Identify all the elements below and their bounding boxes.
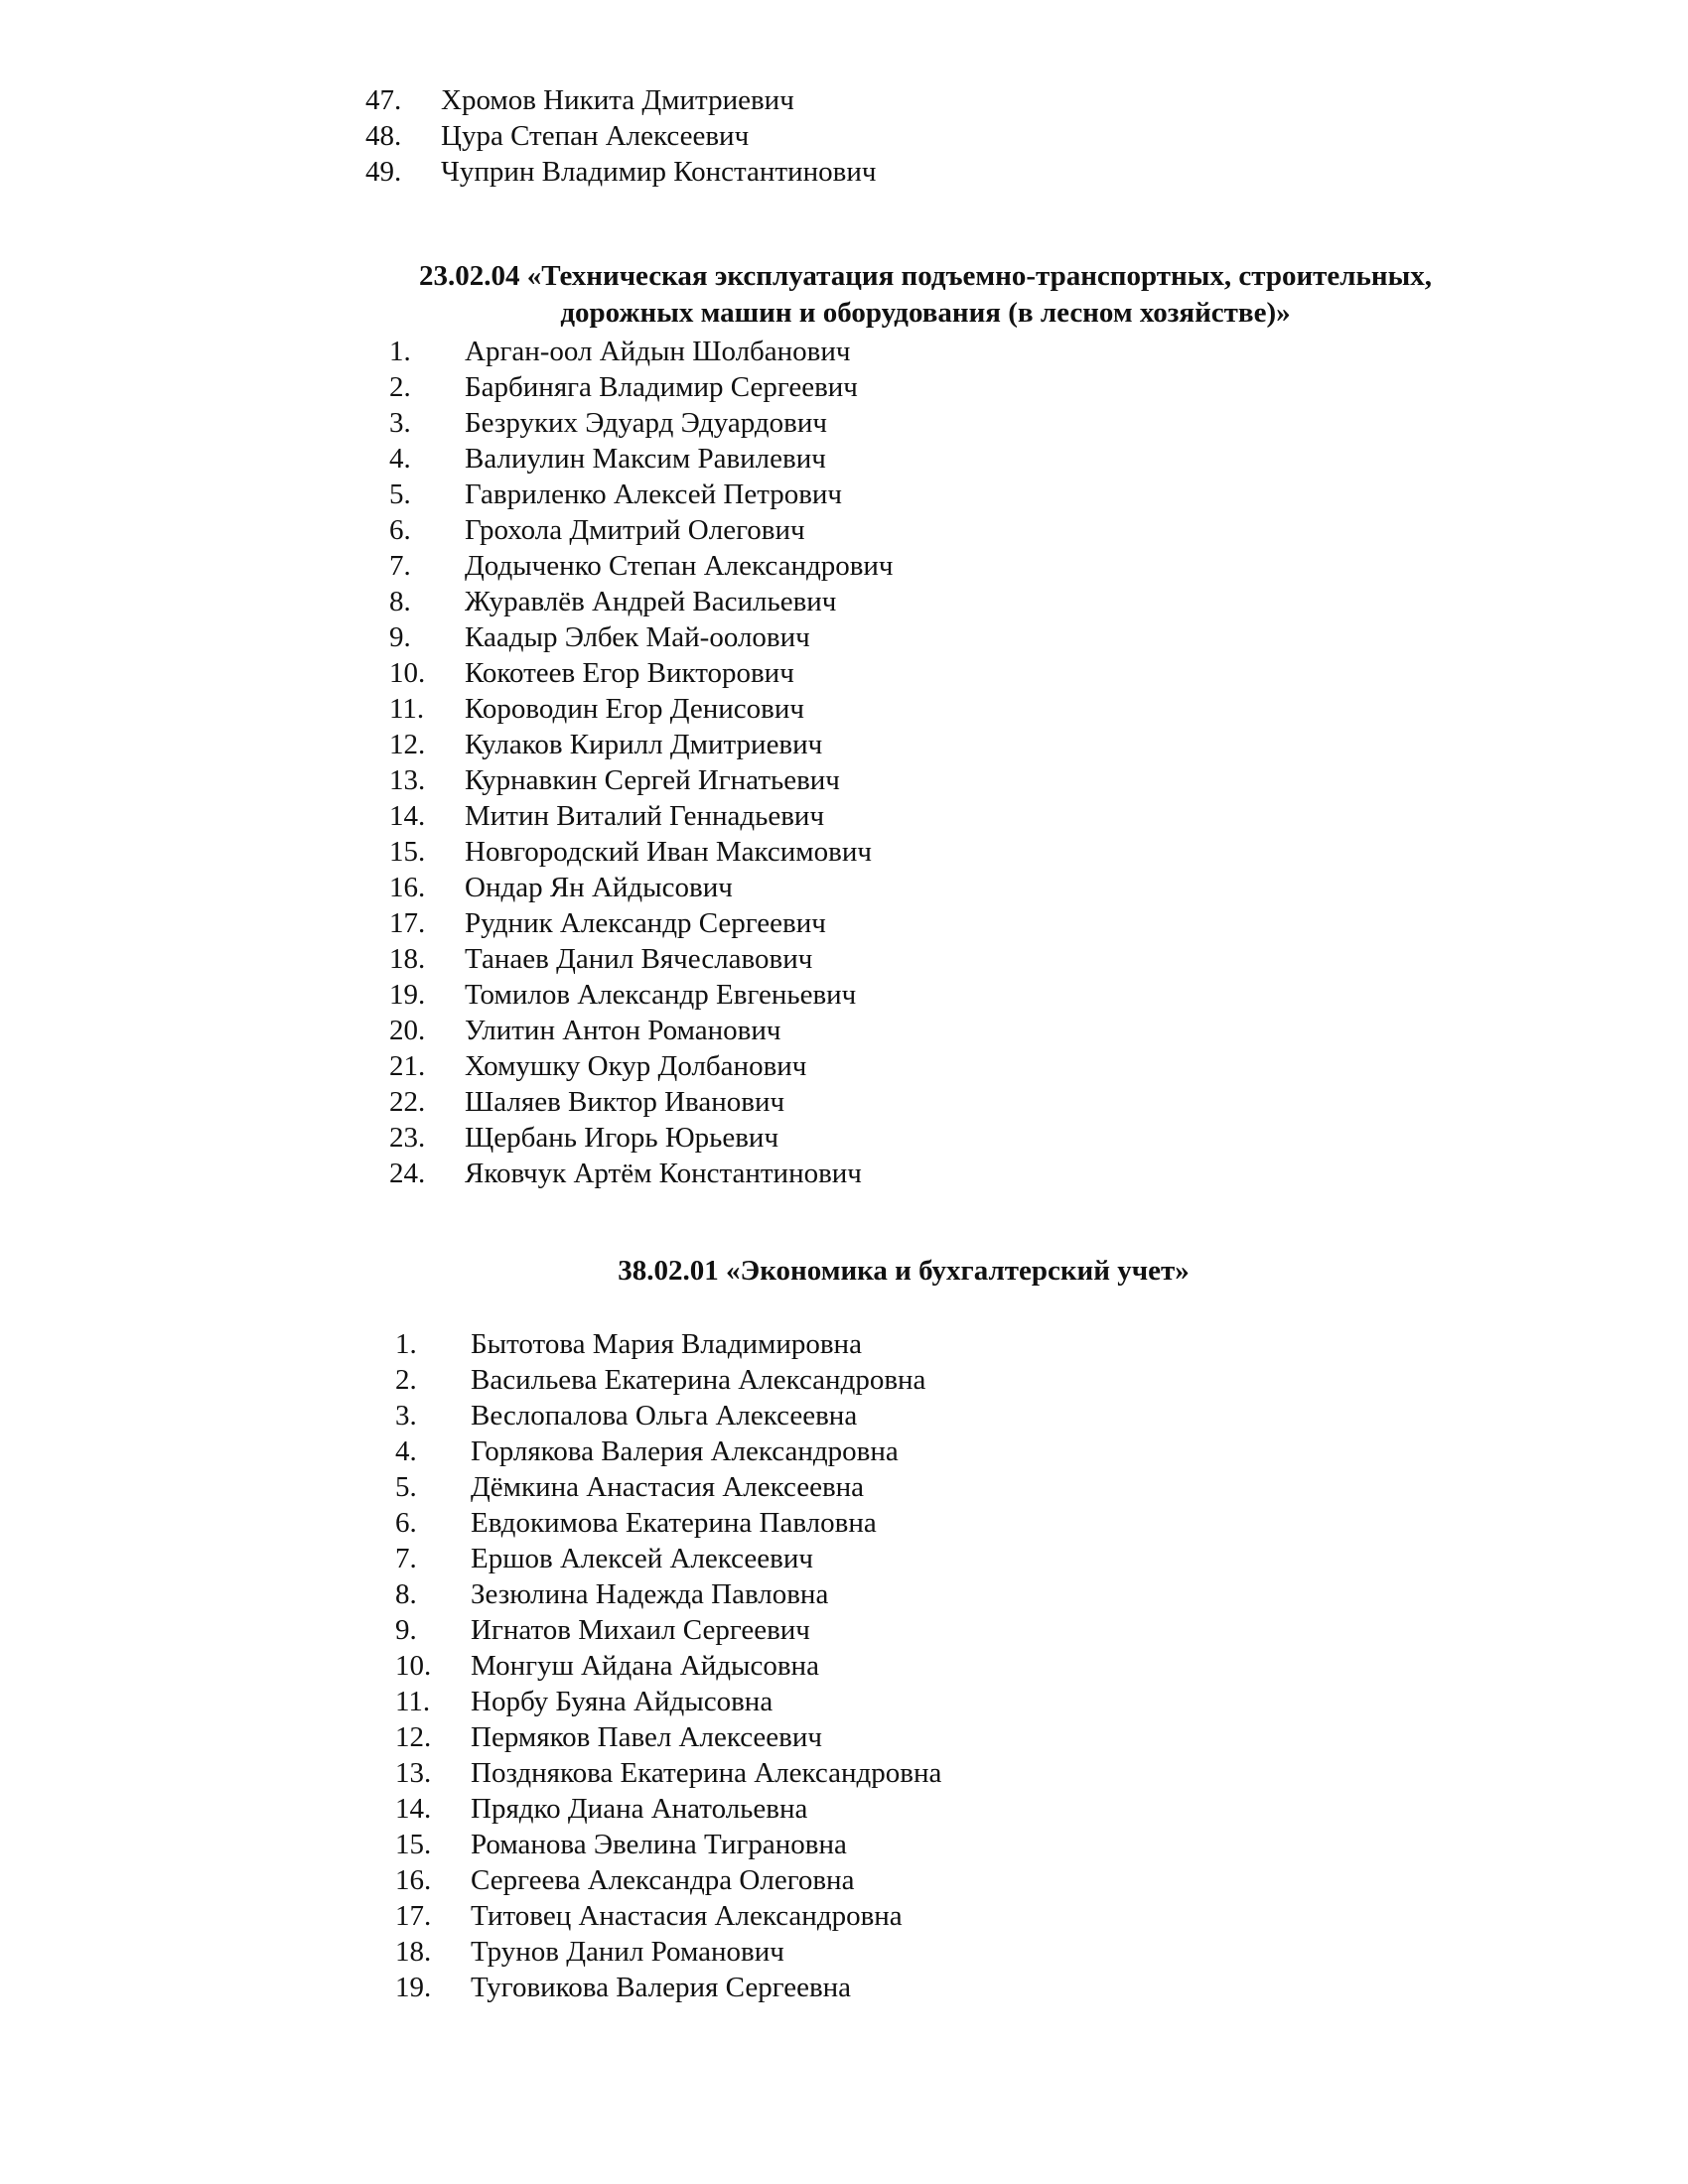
list-item-name: Трунов Данил Романович	[471, 1936, 784, 1968]
list-item-number: 24.	[389, 1158, 426, 1189]
list-item-name: Горлякова Валерия Александровна	[471, 1435, 899, 1467]
list-item-number: 7.	[389, 550, 411, 582]
list-item-name: Валиулин Максим Равилевич	[465, 443, 826, 475]
list-item-name: Рудник Александр Сергеевич	[465, 907, 826, 939]
list-item-number: 19.	[395, 1972, 432, 2003]
list-item-number: 9.	[395, 1614, 417, 1646]
list-item-name: Митин Виталий Геннадьевич	[465, 800, 825, 832]
list-item-number: 10.	[395, 1650, 432, 1682]
list-item-name: Бытотова Мария Владимировна	[471, 1328, 862, 1360]
list-item-number: 15.	[389, 836, 426, 868]
list-item-number: 19.	[389, 979, 426, 1011]
list-item-number: 9.	[389, 621, 411, 653]
list-item-name: Пермяков Павел Алексеевич	[471, 1721, 822, 1753]
list-item-number: 18.	[395, 1936, 432, 1968]
list-item-number: 8.	[395, 1578, 417, 1610]
list-item-name: Хромов Никита Дмитриевич	[441, 84, 794, 116]
list-item-name: Монгуш Айдана Айдысовна	[471, 1650, 819, 1682]
list-item-number: 5.	[395, 1471, 417, 1503]
list-item-number: 2.	[395, 1364, 417, 1396]
list-item-number: 12.	[389, 729, 426, 760]
list-item-name: Васильева Екатерина Александровна	[471, 1364, 926, 1396]
list-item-number: 4.	[395, 1435, 417, 1467]
list-item-name: Цура Степан Алексеевич	[441, 120, 750, 152]
list-item-number: 6.	[389, 514, 411, 546]
list-item-number: 2.	[389, 371, 411, 403]
list-item-number: 5.	[389, 478, 411, 510]
list-item-name: Веслопалова Ольга Алексеевна	[471, 1400, 858, 1432]
list-item-name: Гавриленко Алексей Петрович	[465, 478, 843, 510]
list-item-name: Ершов Алексей Алексеевич	[471, 1543, 813, 1574]
list-item-name: Норбу Буяна Айдысовна	[471, 1686, 774, 1717]
list-item-name: Сергеева Александра Олеговна	[471, 1864, 855, 1896]
list-item-number: 23.	[389, 1122, 426, 1154]
list-item-name: Прядко Диана Анатольевна	[471, 1793, 808, 1825]
list-item-number: 1.	[389, 336, 411, 367]
list-item-name: Барбиняга Владимир Сергеевич	[465, 371, 858, 403]
list-item-name: Каадыр Элбек Май-оолович	[465, 621, 810, 653]
list-item-name: Улитин Антон Романович	[465, 1015, 781, 1046]
list-item-number: 8.	[389, 586, 411, 617]
section-heading-line: 23.02.04 «Техническая эксплуатация подъемно-транспортных, строительных,	[419, 260, 1432, 292]
list-item-name: Чуприн Владимир Константинович	[441, 156, 877, 188]
list-item-name: Ондар Ян Айдысович	[465, 872, 733, 903]
list-item-name: Журавлёв Андрей Васильевич	[465, 586, 837, 617]
list-item-name: Безруких Эдуард Эдуардович	[465, 407, 827, 439]
list-item-number: 13.	[389, 764, 426, 796]
list-item-name: Томилов Александр Евгеньевич	[465, 979, 857, 1011]
list-item-number: 47.	[365, 84, 402, 116]
list-item-number: 17.	[395, 1900, 432, 1932]
list-item-name: Туговикова Валерия Сергеевна	[471, 1972, 852, 2003]
list-item-name: Кокотеев Егор Викторович	[465, 657, 794, 689]
list-item-number: 7.	[395, 1543, 417, 1574]
list-item-number: 22.	[389, 1086, 426, 1118]
list-item-number: 16.	[389, 872, 426, 903]
list-item-name: Курнавкин Сергей Игнатьевич	[465, 764, 840, 796]
list-item-name: Щербань Игорь Юрьевич	[465, 1122, 779, 1154]
list-item-number: 10.	[389, 657, 426, 689]
list-item-number: 11.	[395, 1686, 431, 1717]
list-item-number: 18.	[389, 943, 426, 975]
section-heading-38-02-01	[556, 1253, 1251, 1290]
list-item-name: Титовец Анастасия Александровна	[471, 1900, 903, 1932]
list-item-number: 17.	[389, 907, 426, 939]
list-item-name: Танаев Данил Вячеславович	[465, 943, 813, 975]
list-item-number: 20.	[389, 1015, 426, 1046]
list-item-number: 1.	[395, 1328, 417, 1360]
list-item-name: Хомушку Окур Долбанович	[465, 1050, 807, 1082]
list-item-name: Романова Эвелина Тиграновна	[471, 1829, 847, 1860]
list-item-number: 49.	[365, 156, 402, 188]
list-item-number: 13.	[395, 1757, 432, 1789]
list-item-number: 48.	[365, 120, 402, 152]
list-item-number: 6.	[395, 1507, 417, 1539]
list-item-name: Шаляев Виктор Иванович	[465, 1086, 785, 1118]
section-heading-line: дорожных машин и оборудования (в лесном хозяйстве)»	[560, 297, 1291, 329]
list-item-name: Арган-оол Айдын Шолбанович	[465, 336, 851, 367]
list-item-name: Додыченко Степан Александрович	[465, 550, 894, 582]
list-item-number: 4.	[389, 443, 411, 475]
list-item-number: 3.	[389, 407, 411, 439]
list-item-number: 3.	[395, 1400, 417, 1432]
list-item-name: Дёмкина Анастасия Алексеевна	[471, 1471, 865, 1503]
list-item-number: 11.	[389, 693, 425, 725]
list-item-number: 12.	[395, 1721, 432, 1753]
list-item-name: Кулаков Кирилл Дмитриевич	[465, 729, 823, 760]
list-item-name: Евдокимова Екатерина Павловна	[471, 1507, 877, 1539]
list-item-number: 15.	[395, 1829, 432, 1860]
list-item-number: 16.	[395, 1864, 432, 1896]
list-item-number: 21.	[389, 1050, 426, 1082]
list-item-number: 14.	[395, 1793, 432, 1825]
list-item-name: Грохола Дмитрий Олегович	[465, 514, 805, 546]
list-item-name: Короводин Егор Денисович	[465, 693, 804, 725]
section-heading-line: 38.02.01 «Экономика и бухгалтерский учет»	[618, 1255, 1190, 1287]
list-item-number: 14.	[389, 800, 426, 832]
list-item-name: Игнатов Михаил Сергеевич	[471, 1614, 810, 1646]
section-heading-23-02-04	[367, 258, 1483, 332]
list-item-name: Позднякова Екатерина Александровна	[471, 1757, 942, 1789]
list-item-name: Зезюлина Надежда Павловна	[471, 1578, 829, 1610]
list-item-name: Новгородский Иван Максимович	[465, 836, 872, 868]
list-item-name: Яковчук Артём Константинович	[465, 1158, 862, 1189]
